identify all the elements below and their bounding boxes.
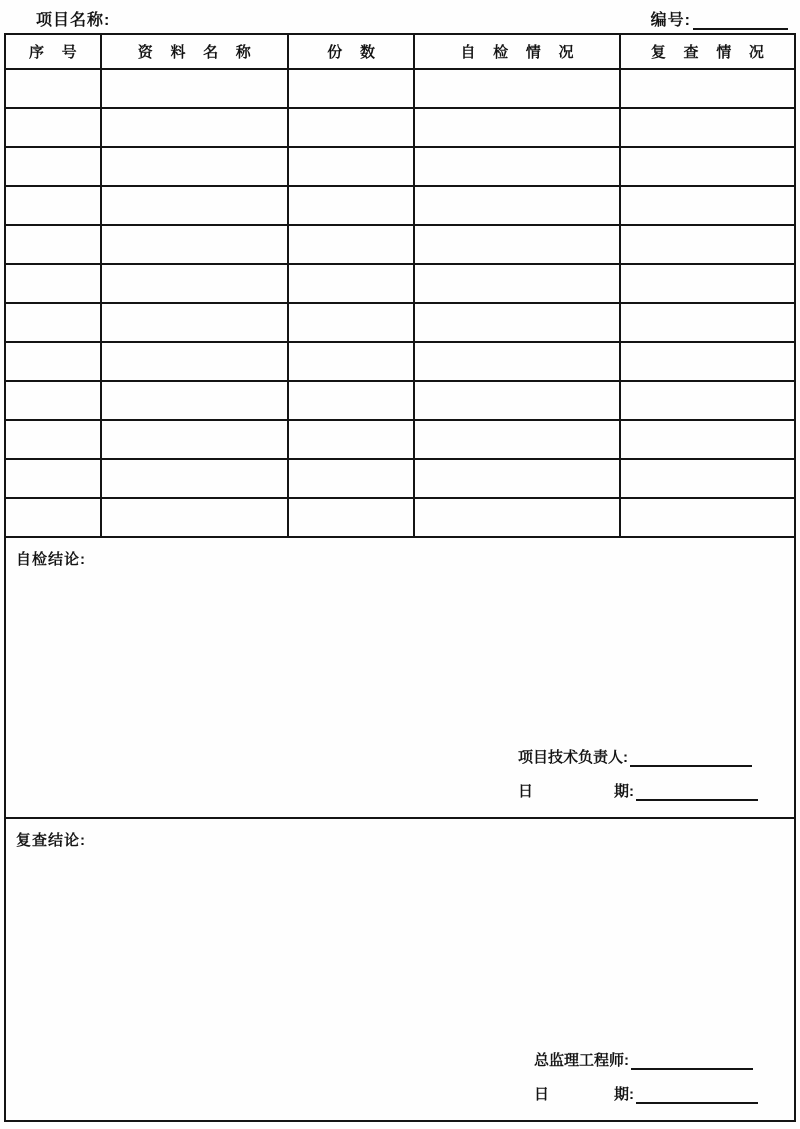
table-cell	[620, 420, 794, 459]
table-cell	[620, 459, 794, 498]
table-cell	[414, 147, 620, 186]
signature-row	[518, 746, 758, 767]
table-cell	[414, 108, 620, 147]
table-cell	[288, 381, 414, 420]
table-cell	[288, 69, 414, 108]
table-cell	[6, 498, 101, 537]
table-cell	[101, 303, 289, 342]
chief-supervision-engineer-label: 总监理工程师:	[534, 1052, 629, 1069]
table-cell	[620, 342, 794, 381]
table-cell	[6, 342, 101, 381]
table-cell	[620, 147, 794, 186]
signature-blank-line	[631, 1054, 753, 1070]
table-cell	[101, 342, 289, 381]
col-header-document-name: 资 料 名 称	[101, 35, 289, 69]
table-row	[6, 264, 794, 303]
date-label-day: 日	[518, 783, 534, 800]
table-cell	[288, 342, 414, 381]
self-check-conclusion-title: 自检结论:	[16, 551, 86, 568]
table-cell	[288, 420, 414, 459]
date-label	[534, 1083, 634, 1104]
table-cell	[414, 420, 620, 459]
table-row	[6, 420, 794, 459]
table-cell	[288, 459, 414, 498]
table-cell	[414, 69, 620, 108]
date-row	[534, 1083, 758, 1104]
table-cell	[101, 420, 289, 459]
table-row	[6, 303, 794, 342]
signature-row	[534, 1049, 758, 1070]
table-cell	[101, 498, 289, 537]
table-cell	[101, 381, 289, 420]
date-row	[518, 780, 758, 801]
table-cell	[414, 264, 620, 303]
table-cell	[101, 108, 289, 147]
table-cell	[6, 264, 101, 303]
table-cell	[620, 186, 794, 225]
table-cell	[6, 420, 101, 459]
date-label-day: 日	[534, 1086, 550, 1103]
table-row	[6, 147, 794, 186]
table-cell	[288, 186, 414, 225]
table-cell	[414, 225, 620, 264]
date-label-period: 期:	[614, 1086, 634, 1103]
date-label-period: 期:	[614, 783, 634, 800]
table-cell	[101, 186, 289, 225]
table-row	[6, 459, 794, 498]
table-cell	[6, 186, 101, 225]
table-cell	[6, 108, 101, 147]
table-cell	[414, 381, 620, 420]
table-header-row	[6, 35, 794, 69]
project-name-label: 项目名称:	[36, 12, 111, 29]
self-check-conclusion-section	[6, 538, 794, 819]
table-row	[6, 225, 794, 264]
recheck-signature-block	[534, 1036, 758, 1104]
table-row	[6, 342, 794, 381]
table-cell	[6, 381, 101, 420]
table-cell	[620, 108, 794, 147]
table-cell	[101, 225, 289, 264]
form-number-field	[651, 7, 788, 30]
table-body	[6, 69, 794, 537]
table-cell	[620, 303, 794, 342]
recheck-conclusion-title: 复查结论:	[16, 832, 86, 849]
table-cell	[288, 264, 414, 303]
form-top-bar	[0, 5, 800, 31]
table-row	[6, 69, 794, 108]
table-cell	[414, 303, 620, 342]
col-header-copies: 份 数	[288, 35, 414, 69]
table-cell	[620, 381, 794, 420]
table-cell	[6, 69, 101, 108]
table-cell	[288, 225, 414, 264]
date-label	[518, 780, 634, 801]
signature-blank-line	[630, 751, 752, 767]
table-cell	[6, 459, 101, 498]
table-cell	[620, 225, 794, 264]
col-header-recheck-status: 复 查 情 况	[620, 35, 794, 69]
table-cell	[288, 147, 414, 186]
table-cell	[288, 498, 414, 537]
table-cell	[101, 147, 289, 186]
table-cell	[620, 498, 794, 537]
table-cell	[6, 225, 101, 264]
form-outer-frame	[4, 33, 796, 1122]
col-header-serial-number: 序 号	[6, 35, 101, 69]
table-cell	[414, 498, 620, 537]
documents-table	[6, 35, 794, 538]
table-row	[6, 186, 794, 225]
table-row	[6, 381, 794, 420]
table-cell	[414, 459, 620, 498]
table-cell	[288, 303, 414, 342]
form-number-label: 编号:	[650, 12, 691, 29]
table-cell	[620, 264, 794, 303]
project-technical-leader-label: 项目技术负责人:	[518, 749, 628, 766]
table-cell	[101, 264, 289, 303]
self-check-signature-block	[518, 733, 758, 801]
date-blank-line	[636, 785, 758, 801]
form-number-blank-line	[693, 12, 788, 30]
recheck-conclusion-section	[6, 819, 794, 1120]
table-cell	[288, 108, 414, 147]
table-cell	[6, 303, 101, 342]
table-cell	[414, 342, 620, 381]
date-blank-line	[636, 1088, 758, 1104]
table-row	[6, 108, 794, 147]
table-cell	[620, 69, 794, 108]
table-cell	[101, 459, 289, 498]
table-cell	[414, 186, 620, 225]
table-row	[6, 498, 794, 537]
table-cell	[6, 147, 101, 186]
col-header-self-check-status: 自 检 情 况	[414, 35, 620, 69]
table-cell	[101, 69, 289, 108]
